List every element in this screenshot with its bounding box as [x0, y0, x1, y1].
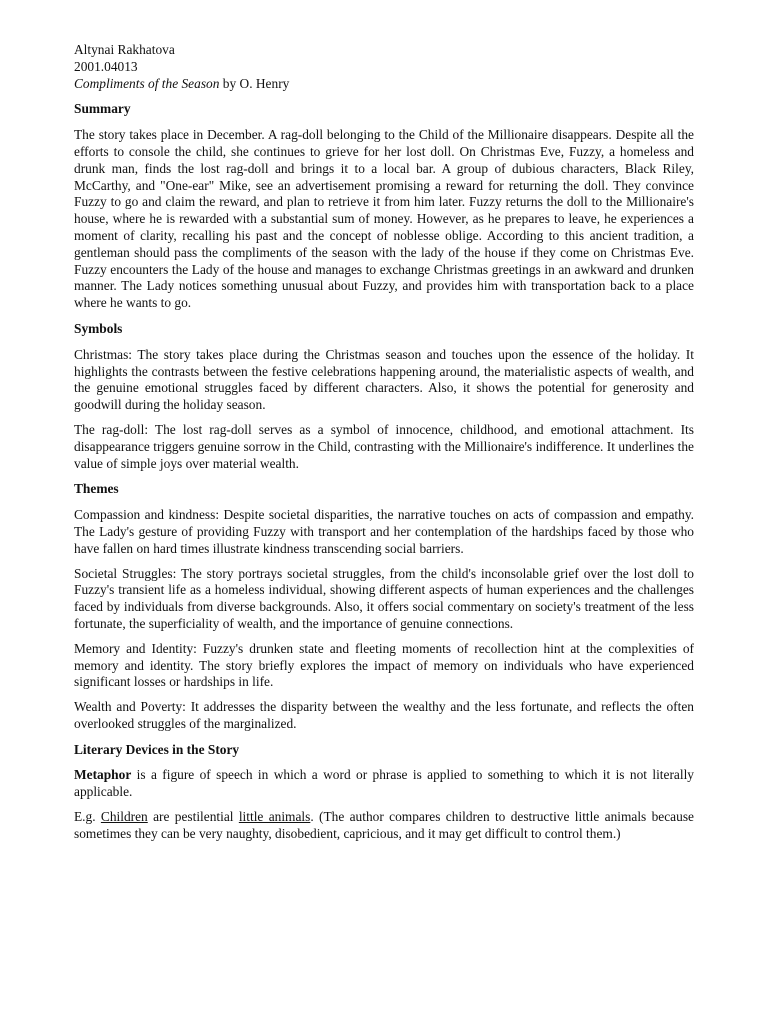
summary-heading: Summary	[74, 101, 131, 117]
metaphor-definition	[74, 767, 694, 801]
student-id: 2001.04013	[74, 58, 138, 74]
theme-compassion-paragraph: Compassion and kindness: Despite societal disparities, the narrative touches on acts of compassion and empathy. The Lady's gesture of providing Fuzzy with transport and her contemplation of the hardships faced by those who have fallen on hard times illustrate kindness transcending social barriers.	[74, 507, 694, 556]
theme-wealth-paragraph: Wealth and Poverty: It addresses the disparity between the wealthy and the less fortunate, and reflects the often overlooked struggles of the marginalized.	[74, 699, 694, 731]
metaphor-term: Metaphor	[74, 767, 132, 783]
symbol-christmas-paragraph: Christmas: The story takes place during the Christmas season and touches upon the essence of the holiday. It highlights the contrasts between the festive celebrations happening around, the materialistic aspects of wealth, and the genuine emotional struggles faced by different characters. Also, it shows the potential for generosity and goodwill during the holiday season.	[74, 346, 694, 413]
example-word-children: Children	[100, 809, 148, 825]
metaphor-example	[74, 809, 694, 843]
theme-memory-paragraph: Memory and Identity: Fuzzy's drunken state and fleeting moments of recollection hint at the complexities of memory and identity. The story briefly explores the impact of memory on individuals who have experienced significant losses or hardships in life.	[74, 640, 694, 690]
themes-heading: Themes	[74, 481, 119, 497]
metaphor-definition-text: is a figure of speech in which a word or phrase is applied to something to which it is not literally applicable.	[74, 767, 694, 800]
devices-heading: Literary Devices in the Story	[74, 741, 240, 757]
document-header	[74, 42, 694, 92]
work-byline: by O. Henry	[219, 75, 290, 91]
example-word-little-animals: little animals	[238, 809, 311, 825]
author-name: Altynai Rakhatova	[74, 42, 175, 57]
example-rest: . (The author compares children to destructive little animals because sometimes they can be very naughty, disobedient, capricious, and it may get difficult to control them.)	[74, 809, 694, 841]
work-title: Compliments of the Season	[74, 75, 220, 91]
work-title-line	[74, 76, 694, 93]
symbol-ragdoll-paragraph: The rag-doll: The lost rag-doll serves as a symbol of innocence, childhood, and emotional attachment. Its disappearance triggers genuine sorrow in the Child, contrasting with the Millionaire's indifference. It underlines the value of simple joys over material wealth.	[74, 421, 694, 471]
symbols-heading: Symbols	[74, 320, 123, 336]
theme-societal-paragraph: Societal Struggles: The story portrays societal struggles, from the child's inconsolable grief over the lost doll to Fuzzy's transient life as a homeless individual, showing different aspects of human experiences and the challenges faced by individuals from diverse backgrounds. Also, it offers social commentary on society's treatment of the less fortunate, the superficiality of wealth, and the importance of genuine connections.	[74, 565, 694, 631]
document-page	[74, 42, 694, 851]
example-prefix: E.g.	[74, 809, 101, 825]
summary-paragraph: The story takes place in December. A rag-doll belonging to the Child of the Millionaire disappears. Despite all the efforts to console the child, she continues to grieve for her lost doll. On Christmas Eve, Fuzzy, a homeless and drunk man, finds the lost rag-doll and brings it to a local bar. A group of dubious characters, Black Riley, McCarthy, and "One-ear" Mike, see an advertisement promising a reward for returning the doll. They convince Fuzzy to go and claim the reward, and plan to retrieve it from him later. Fuzzy returns the doll to the Millionaire's house, where he is rewarded with a substantial sum of money. However, as he prepares to leave, he experiences a moment of clarity, recalling his past and the concept of noblesse oblige. According to this ancient tradition, a gentleman should pass the compliments of the season with the lady of the house if they come on Christmas Eve. Fuzzy encounters the Lady of the house and manages to exchange Christmas greetings in an awkward and drunken manner. The Lady notices something unusual about Fuzzy, and provides him with transportation back to a place where he wants to go.	[74, 127, 694, 311]
example-mid: are pestilential	[147, 809, 239, 825]
